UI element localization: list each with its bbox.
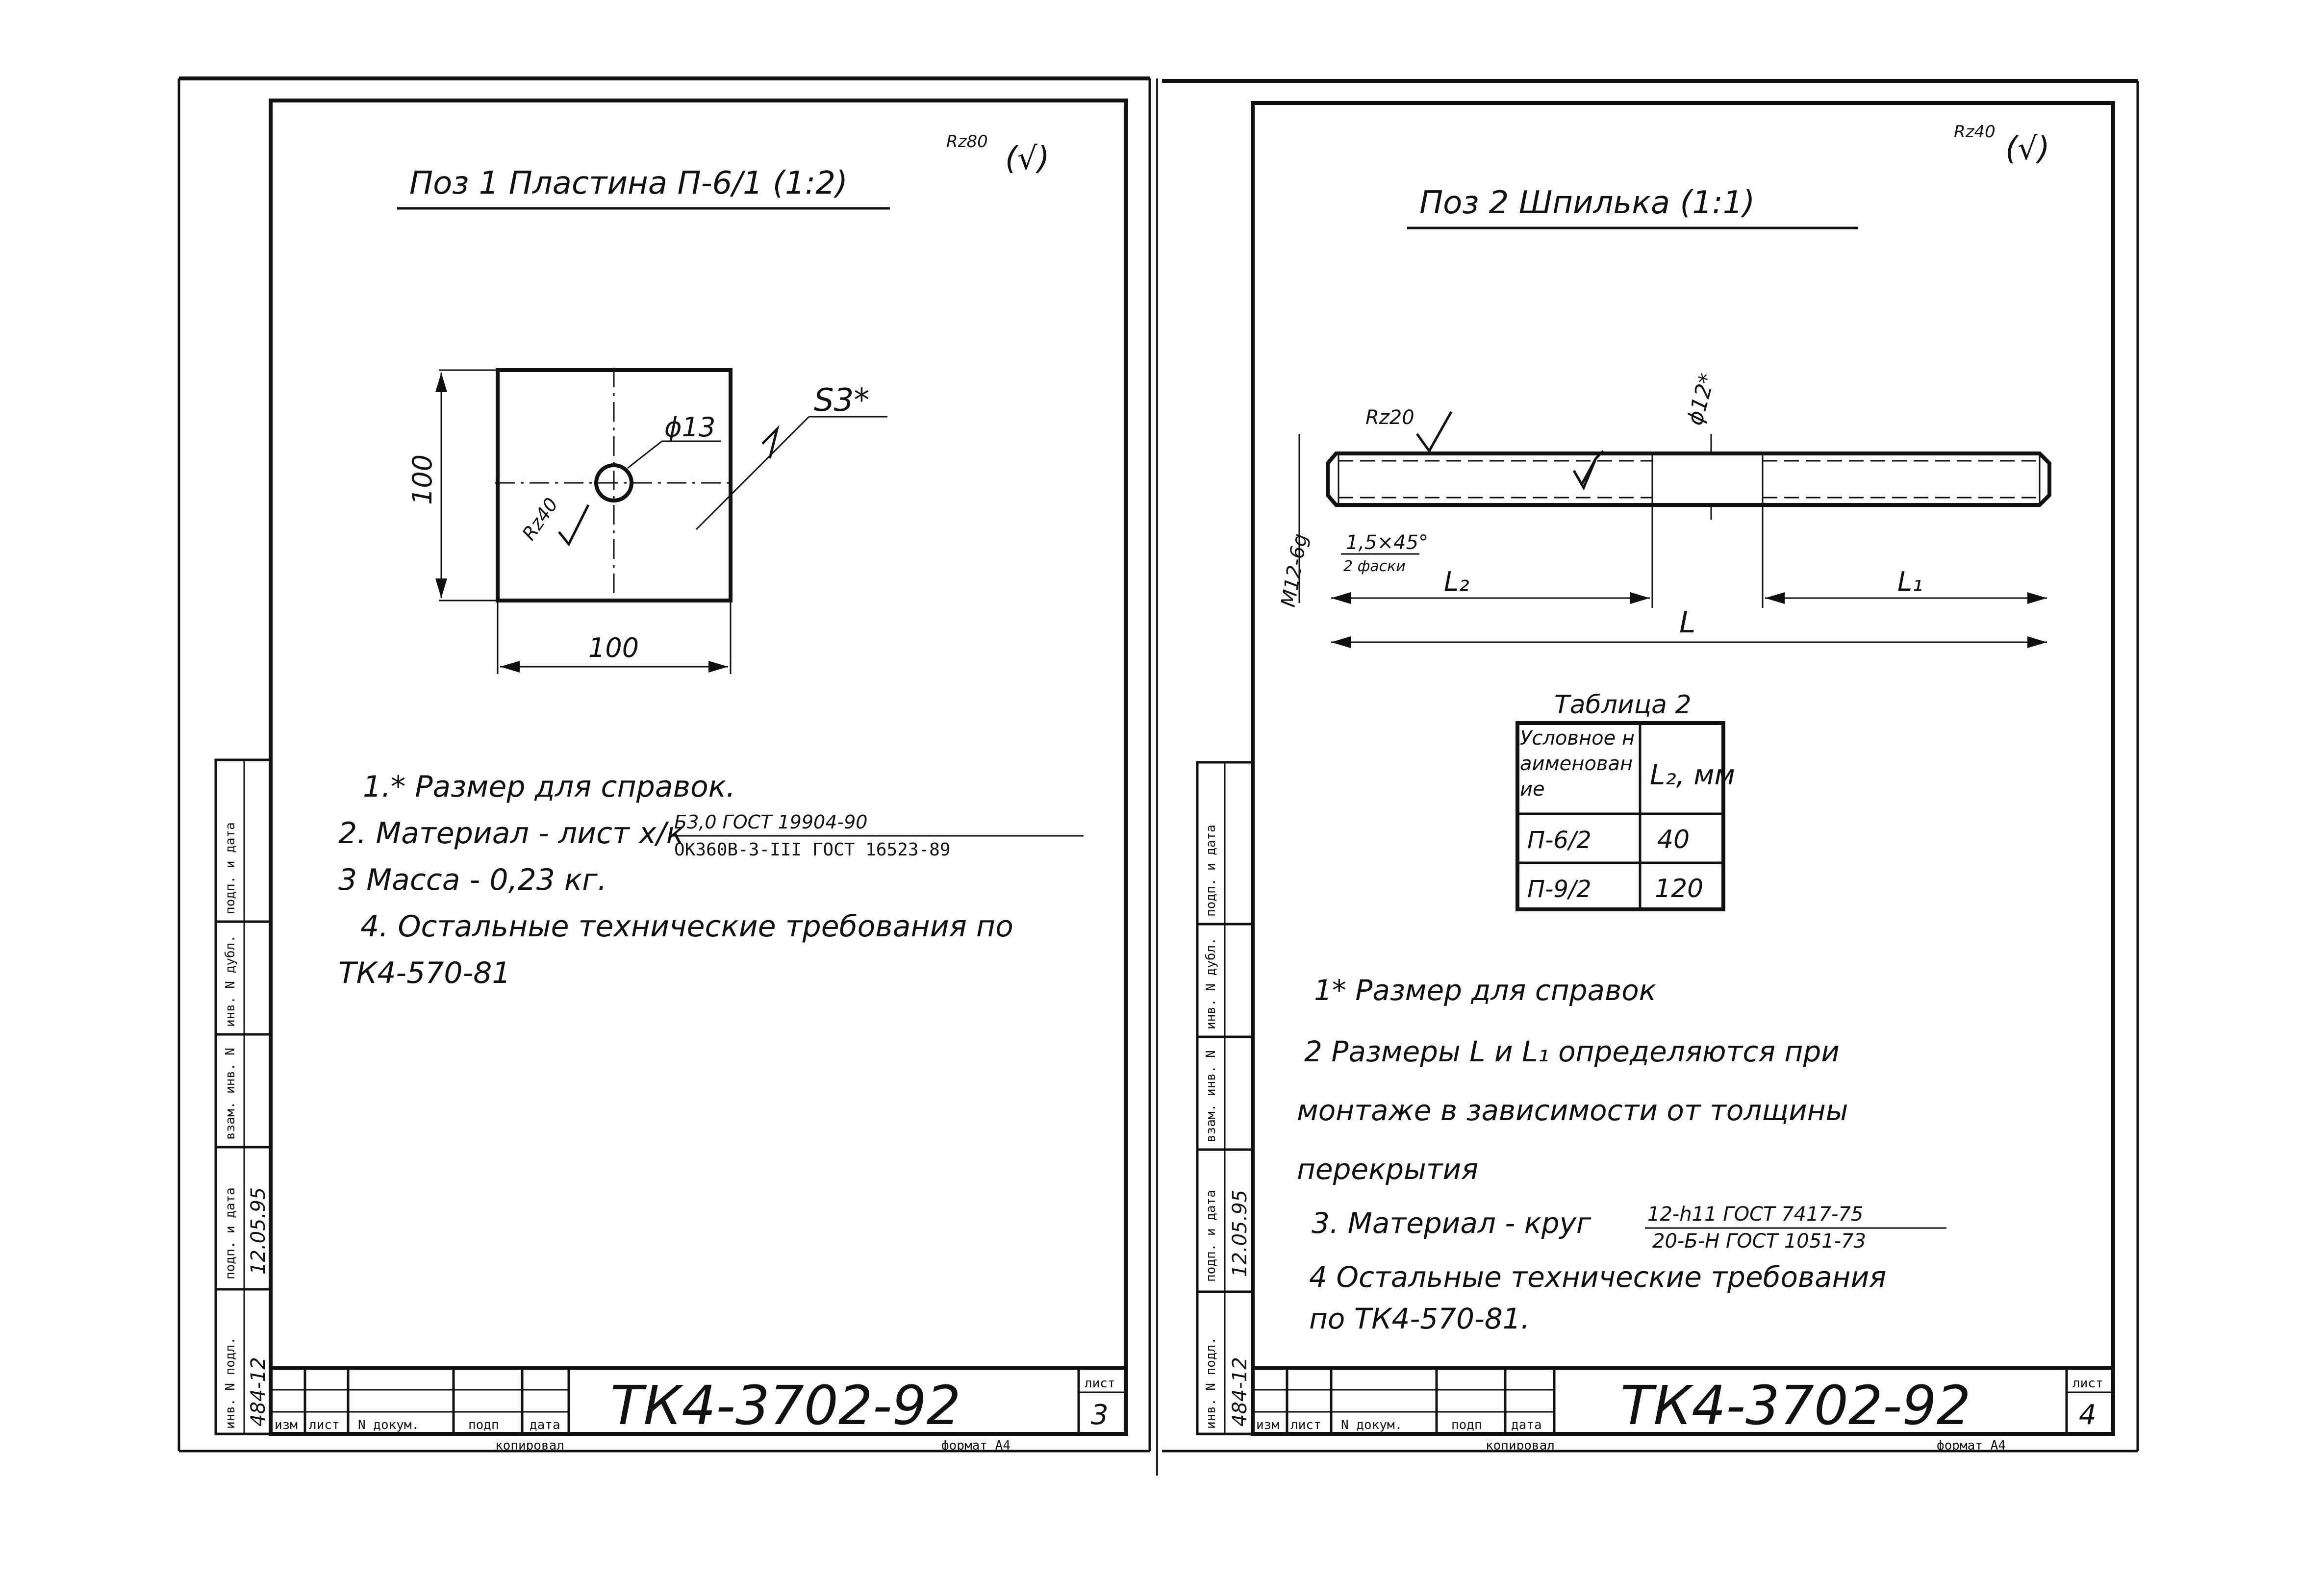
- arrow-width-left: [500, 661, 520, 673]
- dim-height-value: 100: [407, 454, 438, 505]
- stud-drawing: [1277, 371, 2049, 648]
- sheet-4-canvas: [1162, 0, 2324, 1580]
- part-title: Поз 2 Шпилька (1:1): [1419, 185, 1755, 221]
- note-1: 1.* Размер для справок.: [363, 770, 735, 804]
- arrow-l-left: [1331, 636, 1351, 648]
- side-label-podp-data-1: подп. и дата: [1204, 1190, 1218, 1282]
- footer-copied: копировал: [1486, 1438, 1555, 1453]
- stud-roughness-value: Rz20: [1365, 406, 1415, 429]
- side-value-inv-podl: 484-12: [247, 1357, 270, 1427]
- side-label-inv-dubl: инв. N дубл.: [223, 935, 238, 1027]
- table-row-2-name: П-9/2: [1527, 876, 1591, 903]
- stamp-col-docum: N докум.: [358, 1418, 420, 1432]
- note-2: 2 Размеры L и L₁ определяются при: [1304, 1035, 1840, 1068]
- arrow-height-top: [435, 373, 447, 392]
- table-row-1-name: П-6/2: [1527, 827, 1591, 854]
- note-3-denominator: 20-Б-Н ГОСТ 1051-73: [1652, 1230, 1866, 1253]
- table-caption: Таблица 2: [1554, 690, 1692, 720]
- dim-width-value: 100: [588, 632, 639, 663]
- sheet-label: лист: [1085, 1376, 1115, 1391]
- stamp-col-podp: подп: [468, 1418, 499, 1432]
- side-stamp: [216, 760, 271, 1434]
- note-2: 2. Материал - лист х/к: [338, 816, 684, 851]
- binding-gutter-line: [1156, 78, 1158, 1476]
- note-2-denominator: ОК360В-3-III ГОСТ 16523-89: [674, 840, 951, 860]
- note-4: 4 Остальные технические требования: [1309, 1260, 1887, 1294]
- side-label-inv-dubl: инв. N дубл.: [1204, 937, 1218, 1029]
- roughness-general-value: Rz40: [1954, 122, 1996, 142]
- note-2-numerator: Б3,0 ГОСТ 19904-90: [674, 811, 868, 833]
- stamp-col-data: дата: [530, 1418, 560, 1432]
- weld-mark: [1574, 451, 1603, 488]
- side-value-date: 12.05.95: [247, 1187, 270, 1275]
- note-4-cont: по ТК4-570-81.: [1309, 1302, 1530, 1335]
- arrow-l2-right: [1630, 592, 1650, 604]
- footer-copied: копировал: [495, 1438, 564, 1453]
- roughness-general: [946, 132, 1050, 177]
- note-3: 3 Масса - 0,23 кг.: [338, 863, 607, 897]
- side-label-inv-podl: инв. N подл.: [223, 1337, 238, 1429]
- hole-leader: [628, 441, 662, 468]
- table-2: [1517, 690, 1735, 909]
- stamp-col-list: лист: [1290, 1418, 1321, 1432]
- note-4-cont: ТК4-570-81: [338, 956, 511, 990]
- stamp-col-data: дата: [1511, 1418, 1542, 1432]
- stamp-col-podp: подп: [1451, 1418, 1482, 1432]
- side-value-date: 12.05.95: [1229, 1189, 1251, 1277]
- roughness-general-value: Rz80: [946, 132, 988, 151]
- arrow-l1-left: [1765, 592, 1785, 604]
- stud-roughness-mark: [1417, 412, 1451, 451]
- table-row-2-value: 120: [1655, 874, 1704, 903]
- dim-thickness-value: S3*: [814, 382, 870, 419]
- drawing-frame: [271, 100, 1126, 1434]
- stamp-col-docum: N докум.: [1341, 1418, 1403, 1432]
- roughness-general-symbol: (√): [2005, 131, 2050, 167]
- side-value-inv-podl: 484-12: [1229, 1357, 1251, 1427]
- dim-l-value: L: [1679, 605, 1696, 640]
- part-title: Поз 1 Пластина П-6/1 (1:2): [409, 165, 848, 201]
- footer-format: формат А4: [1937, 1438, 2006, 1453]
- stamp-col-izm: изм: [275, 1418, 298, 1432]
- weld-mark: [762, 429, 777, 458]
- table-header-l2: L₂, мм: [1650, 759, 1735, 791]
- sheet-number: 3: [1091, 1399, 1109, 1431]
- dim-l1-value: L₁: [1897, 566, 1923, 597]
- document-number: ТК4-3702-92: [1620, 1374, 1971, 1437]
- stamp-col-list: лист: [309, 1418, 340, 1432]
- side-label-podp-data-1: подп. и дата: [223, 1187, 238, 1279]
- side-label-inv-podl: инв. N подл.: [1204, 1337, 1218, 1429]
- note-3-numerator: 12-h11 ГОСТ 7417-75: [1647, 1203, 1864, 1226]
- note-1: 1* Размер для справок: [1314, 974, 1656, 1007]
- note-3: 3. Материал - круг: [1312, 1206, 1591, 1240]
- dim-chamfer-note: 2 фаски: [1343, 558, 1406, 575]
- title-block: [271, 1368, 1126, 1453]
- arrow-l-right: [2027, 636, 2047, 648]
- side-label-vzam-inv: взам. инв. N: [1204, 1050, 1218, 1142]
- title-block: [1253, 1368, 2113, 1453]
- plate-drawing: [407, 368, 887, 674]
- side-label-vzam-inv: взам. инв. N: [223, 1048, 238, 1140]
- stamp-col-izm: изм: [1256, 1418, 1279, 1432]
- arrow-width-right: [708, 661, 728, 673]
- side-stamp: [1197, 762, 1253, 1434]
- dim-thread-value: M12-6g: [1277, 532, 1313, 609]
- hole-roughness-value: Rz40: [518, 494, 562, 545]
- dim-l2-value: L₂: [1444, 566, 1469, 597]
- arrow-l2-left: [1331, 592, 1351, 604]
- arrow-l1-right: [2027, 592, 2047, 604]
- drawing-sheet-4: [1162, 0, 2324, 1580]
- side-label-podp-data-2: подп. и дата: [223, 822, 238, 914]
- note-2-end: перекрытия: [1297, 1153, 1479, 1186]
- document-number: ТК4-3702-92: [610, 1374, 961, 1437]
- technical-notes: [1297, 974, 1946, 1335]
- arrow-height-bottom: [435, 578, 447, 598]
- note-2-cont: монтаже в зависимости от толщины: [1297, 1094, 1848, 1127]
- hole-roughness-mark: [559, 505, 588, 544]
- technical-notes: [338, 770, 1084, 990]
- dim-chamfer-value: 1,5×45°: [1346, 531, 1429, 554]
- dim-diameter-value: ϕ12*: [1682, 371, 1720, 428]
- dim-hole-value: ϕ13: [664, 412, 716, 443]
- sheet-number: 4: [2079, 1399, 2097, 1431]
- roughness-general-symbol: (√): [1005, 141, 1050, 177]
- footer-format: формат А4: [941, 1438, 1010, 1453]
- side-label-podp-data-2: подп. и дата: [1204, 825, 1218, 917]
- roughness-general: [1954, 122, 2050, 167]
- table-header-name-text: Условное наименование: [1520, 727, 1635, 801]
- table-row-1-value: 40: [1657, 825, 1690, 854]
- table-header-name: [1520, 726, 1638, 811]
- sheet-label: лист: [2072, 1376, 2103, 1391]
- note-4: 4. Остальные технические требования по: [360, 909, 1013, 944]
